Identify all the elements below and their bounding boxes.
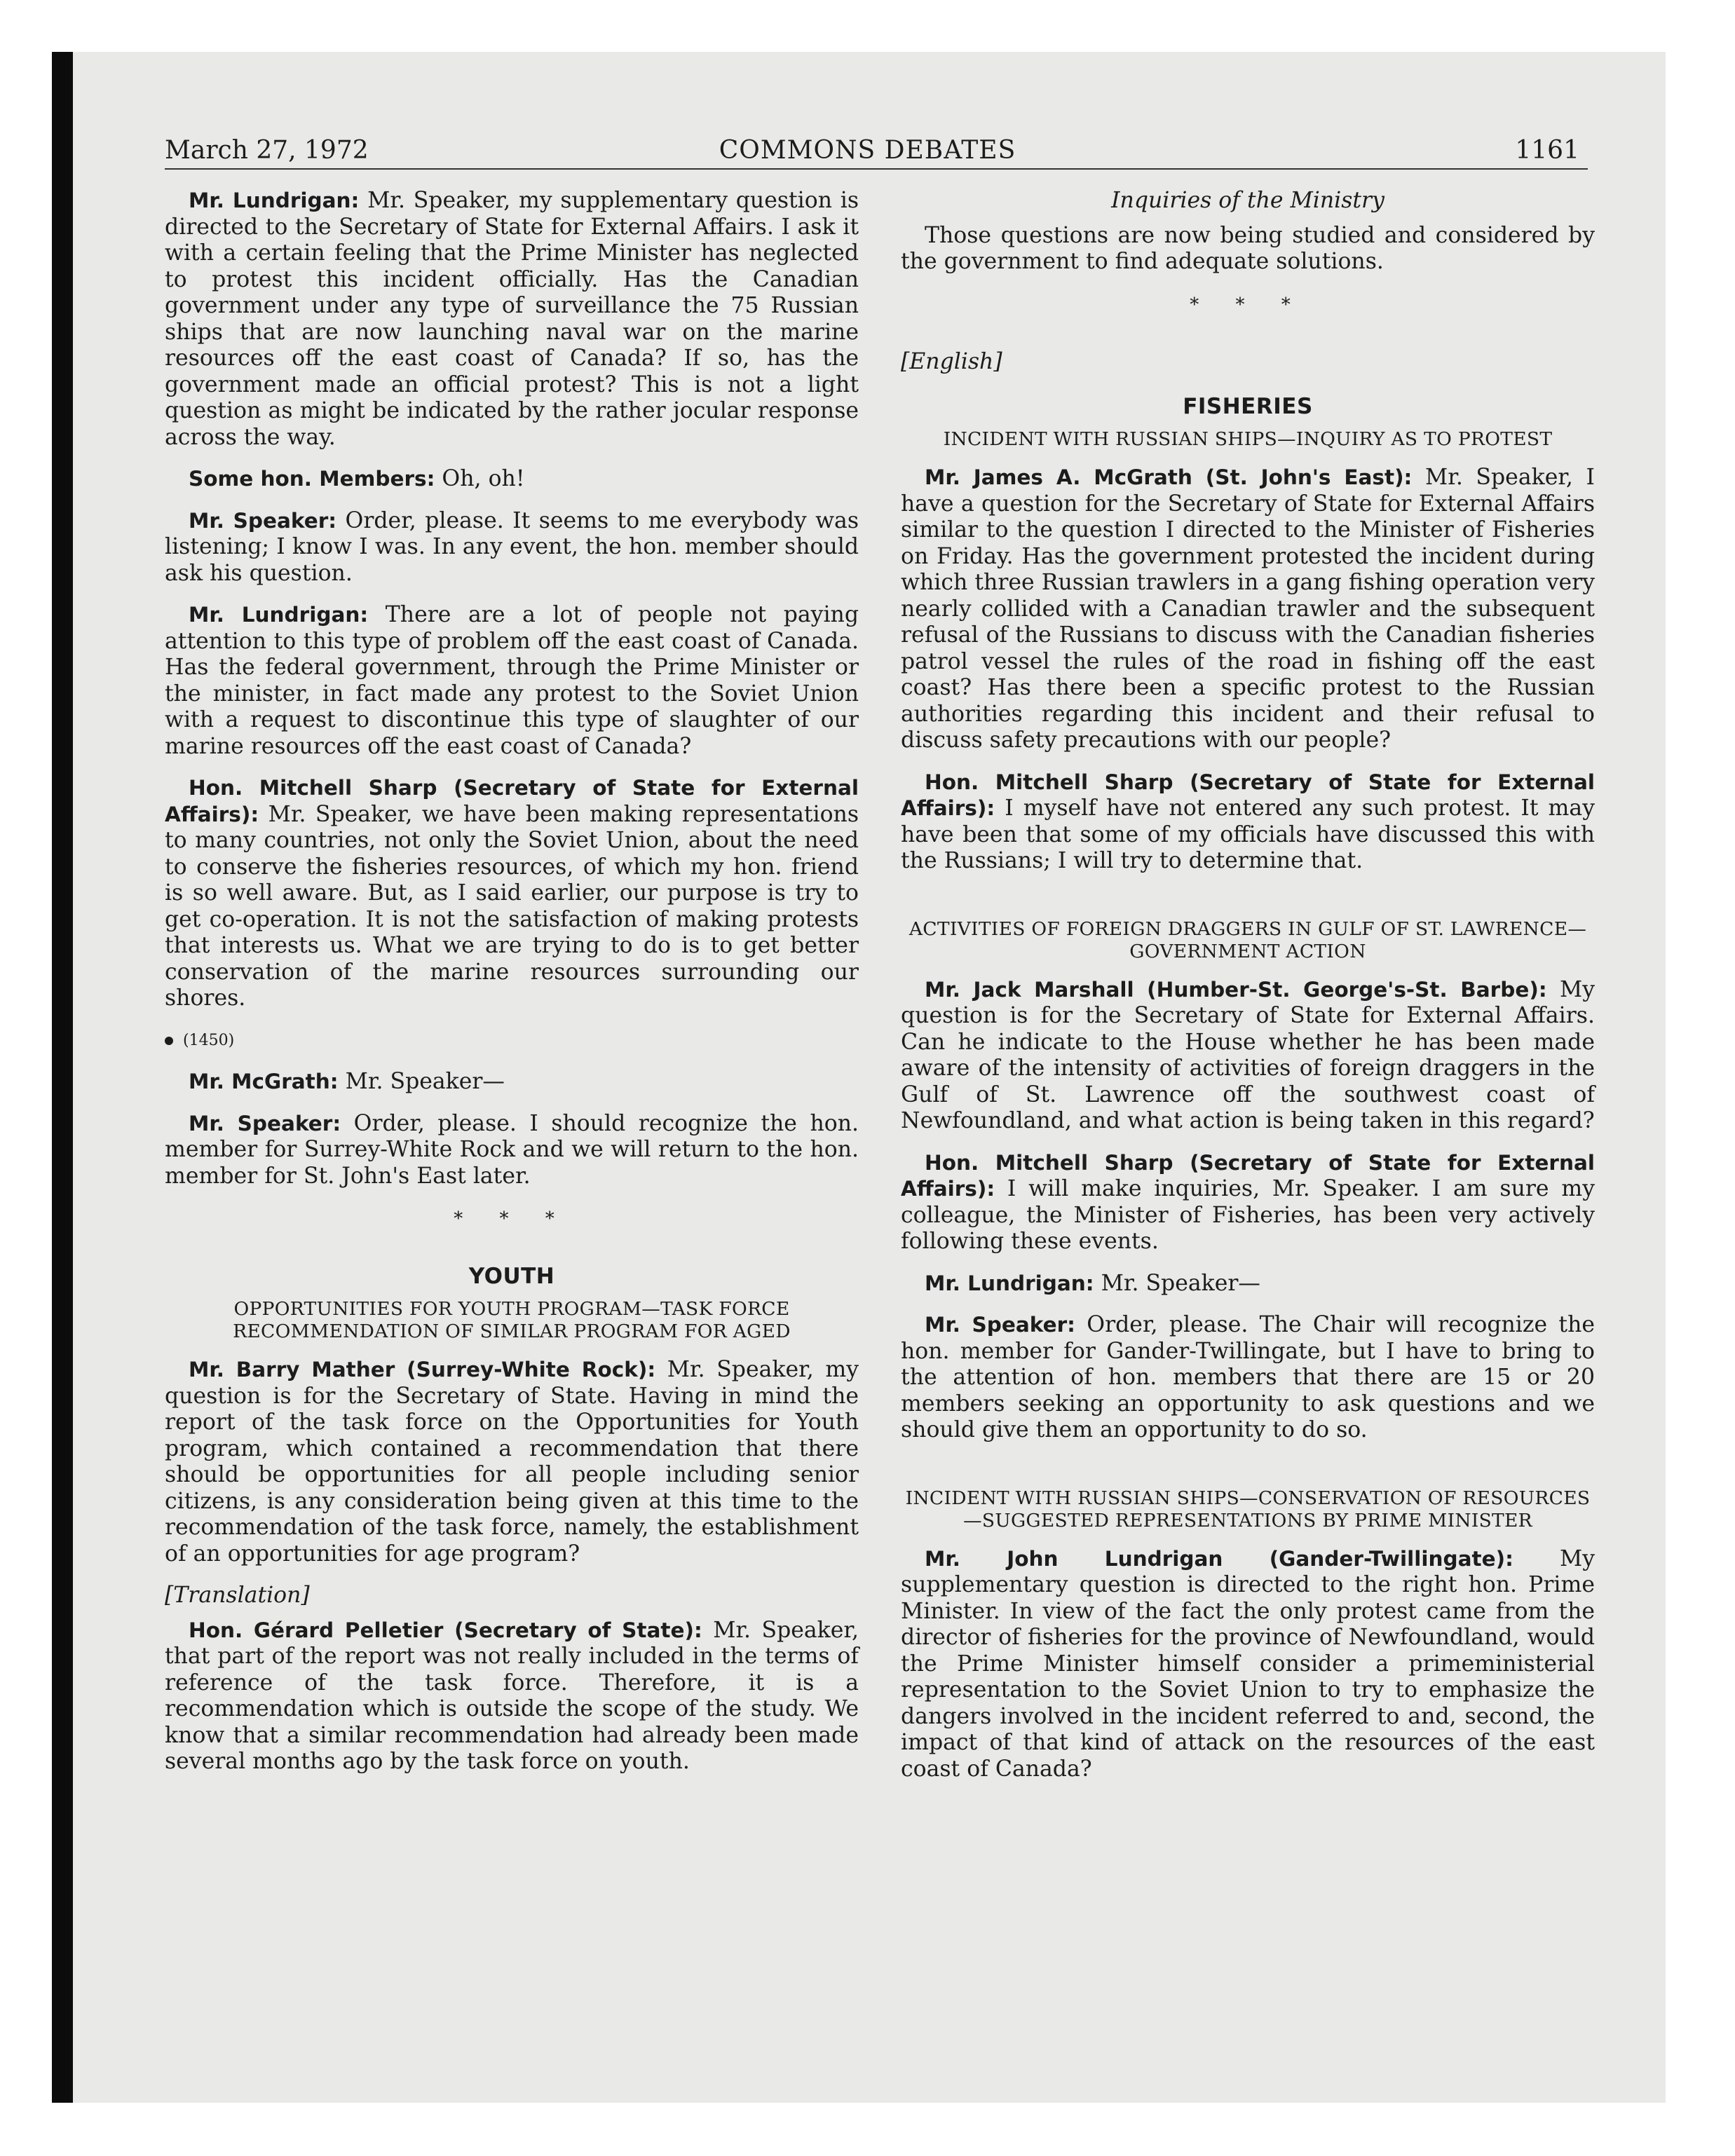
- speaker-name: Hon. Mitchell Sharp (Secretary of State for External Affairs):: [901, 770, 1595, 820]
- paragraph: [901, 1150, 1595, 1255]
- speech-text: I will make inquiries, Mr. Speaker. I am sure my colleague, the Minister of Fisheries, has been very actively following these events.: [901, 1176, 1595, 1254]
- speech-text: Mr. Speaker—: [1094, 1270, 1260, 1296]
- speech-text: I myself have not entered any such protest. It may have been that some of my officials have discussed this with the Russians; I will try to determine that.: [901, 796, 1595, 873]
- paragraph: [165, 1618, 859, 1775]
- translation-label: [Translation]: [165, 1583, 310, 1608]
- speaker-name: Mr. McGrath:: [189, 1070, 339, 1093]
- time-marker-text: (1450): [183, 1031, 235, 1049]
- speaker-name: Mr. Speaker:: [189, 508, 337, 533]
- paragraph: [901, 977, 1595, 1135]
- speaker-name: Mr. Lundrigan:: [189, 189, 360, 212]
- spacer: [901, 890, 1595, 918]
- paragraph: [901, 1312, 1595, 1444]
- paragraph: [165, 602, 859, 760]
- paragraph: [901, 1271, 1595, 1297]
- section-subheading: INCIDENT WITH RUSSIAN SHIPS—CONSERVATION OF RESOURCES—SUGGESTED REPRESENTATIONS BY PRIME MINISTER: [905, 1487, 1591, 1531]
- speech-text: Order, please. The Chair will recognize the hon. member for Gander-Twillingate, but I have to bring to the attention of hon. members that there are 15 or 20 members seeking an opportunity to ask questions and we should give them an opportunity to do so.: [901, 1312, 1595, 1442]
- speech-text: There are a lot of people not paying attention to this type of problem off the east coast of Canada. Has the federal government, through the Prime Minister or the minister, in fact made any protest to the Soviet Union with a request to discontinue this type of slaughter of our marine resources off the east coast of Canada?: [165, 602, 859, 759]
- paragraph: [165, 1357, 859, 1567]
- right-column: [901, 188, 1595, 1798]
- speech-text: My question is for the Secretary of State for External Affairs. Can he indicate to the House whether he has been made aware of the intensity of activities of foreign draggers in the Gulf of St. Lawrence off the southwest coast of Newfoundland, and what action is being taken in this regard?: [901, 976, 1595, 1133]
- speech-text: Order, please. It seems to me everybody was listening; I know I was. In any event, the hon. member should ask his question.: [165, 507, 859, 586]
- left-column: [165, 188, 859, 1791]
- spacer: [901, 1459, 1595, 1487]
- section-separator: * * *: [454, 1208, 570, 1229]
- paragraph: [165, 775, 859, 1012]
- paragraph: [165, 1069, 859, 1096]
- paragraph: [165, 1111, 859, 1190]
- section-subheading: ACTIVITIES OF FOREIGN DRAGGERS IN GULF OF ST. LAWRENCE—GOVERNMENT ACTION: [909, 917, 1587, 962]
- speaker-name: Hon. Gérard Pelletier (Secretary of State):: [189, 1618, 702, 1642]
- speech-text: Mr. Speaker, that part of the report was not really included in the terms of reference of the task force. Therefore, it is a recommendation which is outside the scope of the study. We know that a similar recommendation had already been made several months ago by the task force on youth.: [165, 1617, 859, 1774]
- speaker-name: Mr. Speaker:: [189, 1111, 341, 1135]
- paragraph: [901, 1546, 1595, 1783]
- paragraph: [165, 508, 859, 587]
- speaker-name: Mr. Speaker:: [925, 1313, 1075, 1337]
- speech-text: Mr. Speaker, I have a question for the Secretary of State for External Affairs similar to the question I directed to the Minister of Fisheries on Friday. Has the government protested the incident during which three Russian trawlers in a gang fishing operation very nearly collided with a Canadian trawler and the subsequent refusal of the Russians to discuss with the Canadian fisheries patrol vessel the rules of the road in fishing off the east coast? Has there been a specific protest to the Russian authorities regarding this incident and their refusal to discuss safety precautions with our people?: [901, 465, 1595, 753]
- english-label: [English]: [901, 349, 1002, 374]
- bullet-icon: [165, 1037, 173, 1045]
- speaker-name: Hon. Mitchell Sharp (Secretary of State for External Affairs):: [165, 776, 859, 826]
- speech-text: My supplementary question is directed to the right hon. Prime Minister. In view of the fact the only protest came from the director of fisheries for the province of Newfoundland, would the Prime Minister himself consider a primeministerial representation to the Soviet Union to try to emphasize the dangers involved in the incident referred to and, second, the impact of that kind of attack on the resources of the east coast of Canada?: [901, 1546, 1595, 1782]
- paragraph: [901, 223, 1595, 275]
- section-separator: * * *: [1190, 294, 1306, 315]
- page-number: 1161: [1515, 136, 1579, 165]
- speaker-name: Mr. Barry Mather (Surrey-White Rock):: [189, 1358, 656, 1381]
- speech-text: Mr. Speaker, my supplementary question is directed to the Secretary of State for External Affairs. I ask it with a certain feeling that the Prime Minister has neglected to protest this incident officially. Has the Canadian government under any type of surveillance the 75 Russian ships that are now launching naval war on the marine resources off the east coast of Canada? If so, has the government made an official protest? This is not a light question as might be indicated by the rather jocular response across the way.: [165, 188, 859, 450]
- section-heading: FISHERIES: [1183, 393, 1313, 419]
- speech-text: Mr. Speaker—: [338, 1069, 505, 1094]
- section-heading: YOUTH: [468, 1263, 555, 1289]
- paragraph: [165, 188, 859, 451]
- speaker-name: Mr. John Lundrigan (Gander-Twillingate):: [925, 1546, 1513, 1571]
- paragraph: [901, 770, 1595, 875]
- speaker-name: Mr. James A. McGrath (St. John's East):: [925, 465, 1413, 489]
- speech-text: Oh, oh!: [435, 466, 525, 491]
- speech-text: Mr. Speaker, my question is for the Secretary of State. Having in mind the report of the task force on the Opportunities for Youth program, which contained a recommendation that there should be opportunities for all people including senior citizens, is any consideration being given at this time to the recommendation of the task force, namely, the establishment of an opportunities for age program?: [165, 1357, 859, 1567]
- speaker-name: Mr. Jack Marshall (Humber-St. George's-St. Barbe):: [925, 977, 1547, 1002]
- paragraph: [165, 466, 859, 493]
- speaker-name: Mr. Lundrigan:: [925, 1271, 1094, 1295]
- speaker-name: Hon. Mitchell Sharp (Secretary of State for External Affairs):: [901, 1150, 1595, 1201]
- speech-text: Those questions are now being studied and considered by the government to find adequate solutions.: [901, 222, 1595, 274]
- speech-text: Order, please. I should recognize the hon. member for Surrey-White Rock and we will return to the hon. member for St. John's East later.: [165, 1110, 859, 1189]
- speech-text: Mr. Speaker, we have been making representations to many countries, not only the Soviet Union, about the need to conserve the fisheries resources, of which my hon. friend is so well aware. But, as I said earlier, our purpose is try to get co-operation. It is not the satisfaction of making protests that interests us. What we are trying to do is to get better conservation of the marine resources surrounding our shores.: [165, 801, 859, 1011]
- paragraph: [901, 465, 1595, 754]
- header-rule: [165, 168, 1588, 170]
- section-subheading: INCIDENT WITH RUSSIAN SHIPS—INQUIRY AS TO PROTEST: [943, 428, 1553, 450]
- running-head: Inquiries of the Ministry: [1111, 188, 1384, 213]
- header-date: March 27, 1972: [165, 136, 369, 165]
- header-title: COMMONS DEBATES: [719, 136, 1016, 165]
- speaker-name: Some hon. Members:: [189, 467, 435, 491]
- time-marker: [165, 1028, 859, 1054]
- speaker-name: Mr. Lundrigan:: [189, 603, 369, 627]
- section-subheading: OPPORTUNITIES FOR YOUTH PROGRAM—TASK FORCE RECOMMENDATION OF SIMILAR PROGRAM FOR AGED: [233, 1298, 791, 1342]
